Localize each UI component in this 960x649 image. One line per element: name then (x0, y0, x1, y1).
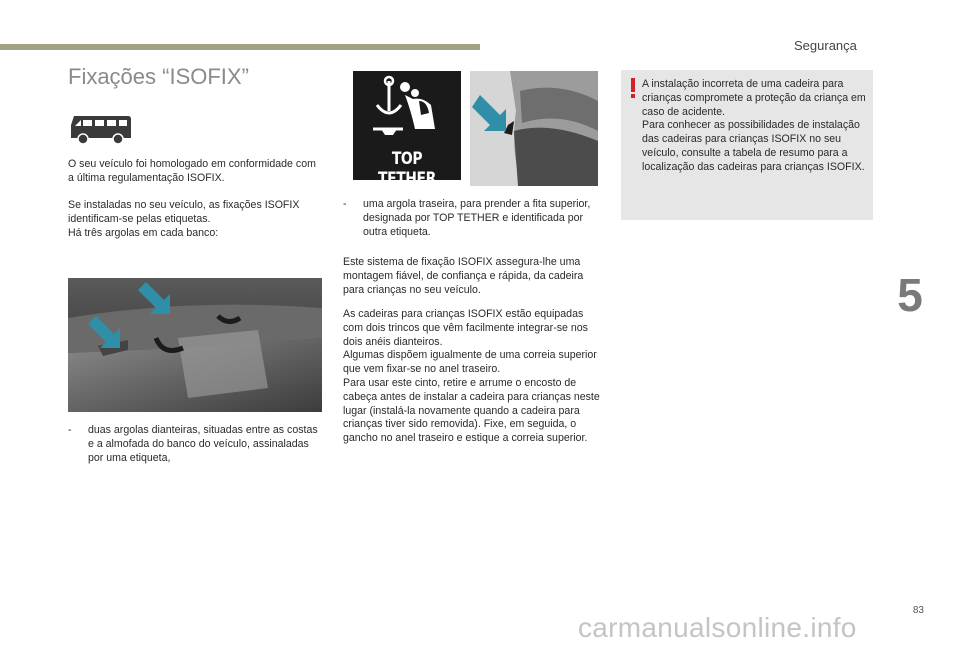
rings-paragraph: Há três argolas em cada banco: (68, 226, 219, 239)
van-icon (68, 113, 134, 150)
bullet-dash: - (343, 198, 347, 210)
chapter-number: 5 (897, 269, 923, 321)
intro-paragraph: O seu veículo foi homologado em conformidade com a última regulamentação ISOFIX. (68, 158, 316, 184)
top-strap-paragraph: Algumas dispõem igualmente de uma correia superior que vem fixar-se no anel traseiro. (343, 349, 597, 376)
warning-text-2: Para conhecer as possibilidades de instalação das cadeiras para crianças ISOFIX no seu veículo, consulte a tabela de resumo para a localização das cadeiras para crianças ISOFIX. (642, 119, 865, 173)
section-title: Segurança (794, 38, 857, 53)
front-rings-bullet: duas argolas dianteiras, situadas entre as costas e a almofada do banco do veículo, assinaladas por uma etiqueta, (88, 424, 318, 464)
top-tether-label (353, 71, 461, 189)
bullet-dash: - (68, 424, 72, 436)
system-paragraph: Este sistema de fixação ISOFIX assegura-lhe uma montagem fiável, de confiança e rápida, da cadeira para crianças no seu veículo. (343, 256, 584, 296)
top-tether-icon (353, 71, 461, 151)
seat-anchorages-photo (68, 278, 322, 412)
page-number: 83 (912, 605, 924, 616)
rear-ring-bullet: uma argola traseira, para prender a fita superior, designada por TOP TETHER e identificada por outra etiqueta. (363, 198, 591, 238)
latches-paragraph: As cadeiras para crianças ISOFIX estão equipadas com dois trincos que vêm facilmente integrar-se nos dois anéis dianteiros. (343, 308, 588, 348)
header-rule (0, 44, 480, 50)
labels-paragraph: Se instaladas no seu veículo, as fixações ISOFIX identificam-se pelas etiquetas. (68, 199, 300, 225)
rear-anchorage-photo (470, 71, 598, 186)
warning-text-1: A instalação incorreta de uma cadeira para crianças compromete a proteção da criança em caso de acidente. (642, 78, 866, 118)
watermark-text: carmanualsonline.info (578, 612, 857, 643)
exclamation-icon (629, 78, 637, 98)
warning-box (621, 70, 873, 220)
top-tether-text: TOP TETHER (377, 149, 437, 189)
page-title: Fixações “ISOFIX” (68, 64, 249, 89)
usage-paragraph: Para usar este cinto, retire e arrume o encosto de cabeça antes de instalar a cadeira para crianças neste lugar (instalá-la novamente quando a cadeira para crianças tiver sido removida). Fixe, em seguida, o gancho no anel traseiro e estique a correia superior. (343, 376, 600, 445)
